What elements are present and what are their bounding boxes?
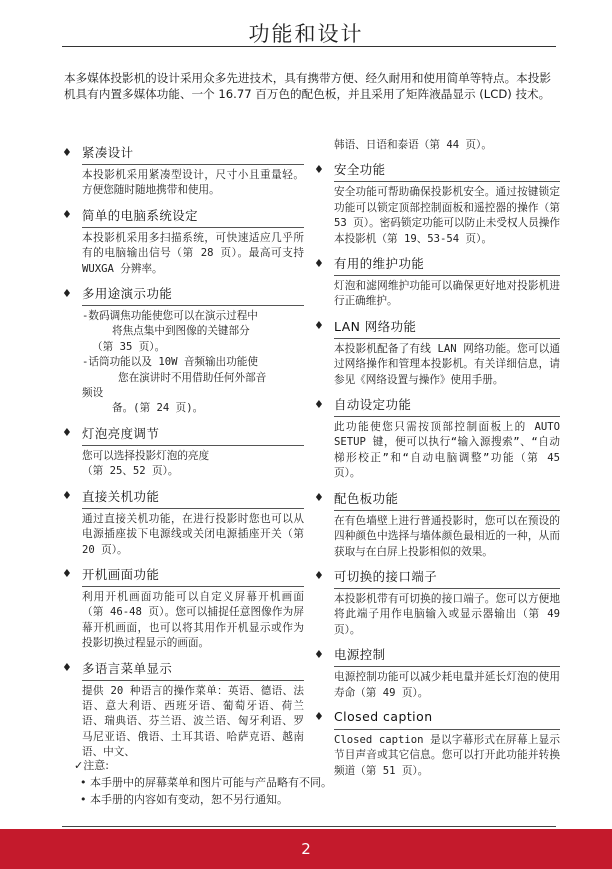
section-body: 利用开机画面功能可以自定义屏幕开机画面（第 46-48 页）。您可以捕捉任意图像作为屏幕开机画面，也可以将其用作开机显示或作为投影切换过程显示的画面。 xyxy=(82,586,304,656)
diamond-bullet-icon: ♦ xyxy=(314,256,324,270)
diamond-bullet-icon: ♦ xyxy=(314,491,324,505)
section-title: 安全功能 xyxy=(334,162,386,178)
diamond-bullet-icon: ♦ xyxy=(314,397,324,411)
feature-presentation xyxy=(62,281,304,421)
section-title: 紧凑设计 xyxy=(82,145,134,160)
section-title: 简单的电脑系统设定 xyxy=(82,207,199,223)
page-title: 功能和设计 xyxy=(248,22,364,46)
feature-direct-power-off xyxy=(62,484,304,562)
feature-power-management xyxy=(314,642,560,705)
section-body: 电源控制功能可以减少耗电量并延长灯泡的使用寿命（第 49 页）。 xyxy=(334,666,560,705)
body-line: -数码调焦功能使您可以在演示过程中 xyxy=(82,310,258,323)
left-column xyxy=(62,140,304,765)
body-line: 频设 xyxy=(82,387,104,400)
diamond-bullet-icon: ♦ xyxy=(62,661,72,675)
feature-switchable-terminal xyxy=(314,564,560,642)
bottom-divider xyxy=(62,826,556,827)
section-body: 此功能使您只需按顶部控制面板上的 AUTO SETUP 键，便可以执行“输入源搜索”、“自动梯形校正”和“自动电脑调整”功能（第 45 页）。 xyxy=(334,416,560,486)
section-title: 有用的维护功能 xyxy=(334,256,425,272)
diamond-bullet-icon: ♦ xyxy=(314,319,324,333)
section-body: 本投影机采用多扫描系统，可快速适应几乎所有的电脑输出信号（第 28 页）。最高可支持 WUXGA 分辨率。 xyxy=(82,227,304,281)
feature-logo-screen xyxy=(62,562,304,656)
notes-label: ✓注意: xyxy=(74,759,109,772)
section-title: 直接关机功能 xyxy=(82,488,160,504)
feature-lan-network xyxy=(314,314,560,392)
diamond-bullet-icon: ♦ xyxy=(314,647,324,661)
section-body: 安全功能可帮助确保投影机安全。通过按键锁定功能可以锁定顶部控制面板和遥控器的操作（第 53 页）。密码锁定功能可以防止未受权人员操作本投影机（第 19、53-54 页）。 xyxy=(334,181,560,251)
feature-auto-setup xyxy=(314,392,560,486)
note-item: • 本手册的内容如有变动，恕不另行通知。 xyxy=(80,793,288,806)
section-title: 自动设定功能 xyxy=(334,397,412,413)
feature-multilanguage-menu xyxy=(62,656,304,765)
diamond-bullet-icon: ♦ xyxy=(62,489,72,503)
feature-lamp-brightness xyxy=(62,421,304,484)
feature-color-board xyxy=(314,486,560,564)
body-line: （第 35 页）。 xyxy=(92,340,166,353)
body-line: 备。(第 24 页)。 xyxy=(112,402,204,415)
body-line: 您可以选择投影灯泡的亮度 xyxy=(82,449,210,462)
diamond-bullet-icon: ♦ xyxy=(62,567,72,581)
section-title: 配色板功能 xyxy=(334,490,399,506)
section-body: 本投影机采用紧凑型设计，尺寸小且重量轻。方便您随时随地携带和使用。 xyxy=(82,164,304,203)
diamond-bullet-icon: ♦ xyxy=(314,162,324,176)
diamond-bullet-icon: ♦ xyxy=(62,208,72,222)
diamond-bullet-icon: ♦ xyxy=(62,286,72,300)
body-line: 将焦点集中到图像的关键部分 xyxy=(112,325,250,338)
title-divider xyxy=(62,46,556,47)
section-title: 多语言菜单显示 xyxy=(82,660,173,676)
section-title: 电源控制 xyxy=(334,647,386,663)
footer-bar xyxy=(0,829,612,869)
section-title: 灯泡亮度调节 xyxy=(82,425,160,441)
section-body: 在有色墙壁上进行普通投影时，您可以在预设的四种颜色中选择与墙体颜色最相近的一种，从而获取与在白屏上投影相似的效果。 xyxy=(334,510,560,564)
section-title: 多用途演示功能 xyxy=(82,286,173,302)
feature-security xyxy=(314,157,560,251)
section-body: 提供 20 种语言的操作菜单：英语、德语、法语、意大利语、西班牙语、葡萄牙语、荷兰语、瑞典语、芬兰语、波兰语、匈牙利语、罗马尼亚语、俄语、土耳其语、哈萨克语、越南语、中文、 xyxy=(82,680,304,765)
section-title: 可切换的接口端子 xyxy=(334,568,438,584)
section-title: Closed caption xyxy=(334,709,433,725)
body-line: 您在演讲时不用借助任何外部音 xyxy=(118,371,267,384)
diamond-bullet-icon: ♦ xyxy=(62,145,72,159)
section-body: 灯泡和滤网维护功能可以确保更好地对投影机进行正确维护。 xyxy=(334,275,560,314)
section-body: Closed caption 是以字幕形式在屏幕上显示节目声音或其它信息。您可以打开此功能并转换频道（第 51 页）。 xyxy=(334,729,560,783)
right-column xyxy=(314,138,560,783)
section-title: LAN 网络功能 xyxy=(334,318,417,334)
body-line: -话筒功能以及 10W 音频输出功能使 xyxy=(82,356,258,369)
body-line: （第 25、52 页）。 xyxy=(82,465,179,478)
section-title: 开机画面功能 xyxy=(82,566,160,582)
diamond-bullet-icon: ♦ xyxy=(62,426,72,440)
continued-text: 韩语、日语和泰语（第 44 页）。 xyxy=(334,139,492,151)
feature-pc-setup xyxy=(62,203,304,281)
section-body: 本投影机配备了有线 LAN 网络功能。您可以通过网络操作和管理本投影机。有关详细信息，请参见《网络设置与操作》使用手册。 xyxy=(334,338,560,392)
section-body xyxy=(82,445,304,484)
notes-block xyxy=(74,757,554,808)
section-body xyxy=(82,305,304,421)
note-item: • 本手册中的屏幕菜单和图片可能与产品略有不同。 xyxy=(80,776,332,789)
page-number: 2 xyxy=(301,840,311,858)
intro-paragraph: 本多媒体投影机的设计采用众多先进技术，具有携带方便、经久耐用和使用简单等特点。本投影机具有内置多媒体功能、一个 16.77 百万色的配色板，并且采用了矩阵液晶显示 (LCD) 技术。 xyxy=(64,71,551,101)
feature-maintenance xyxy=(314,251,560,314)
section-body: 通过直接关机功能，在进行投影时您也可以从电源插座拔下电源线或关闭电源插座开关（第 20 页）。 xyxy=(82,508,304,562)
diamond-bullet-icon: ♦ xyxy=(314,710,324,724)
section-body: 本投影机带有可切换的接口端子。您可以方便地将此端子用作电脑输入或显示器输出（第 49 页）。 xyxy=(334,588,560,642)
diamond-bullet-icon: ♦ xyxy=(314,569,324,583)
feature-compact-design xyxy=(62,140,304,203)
